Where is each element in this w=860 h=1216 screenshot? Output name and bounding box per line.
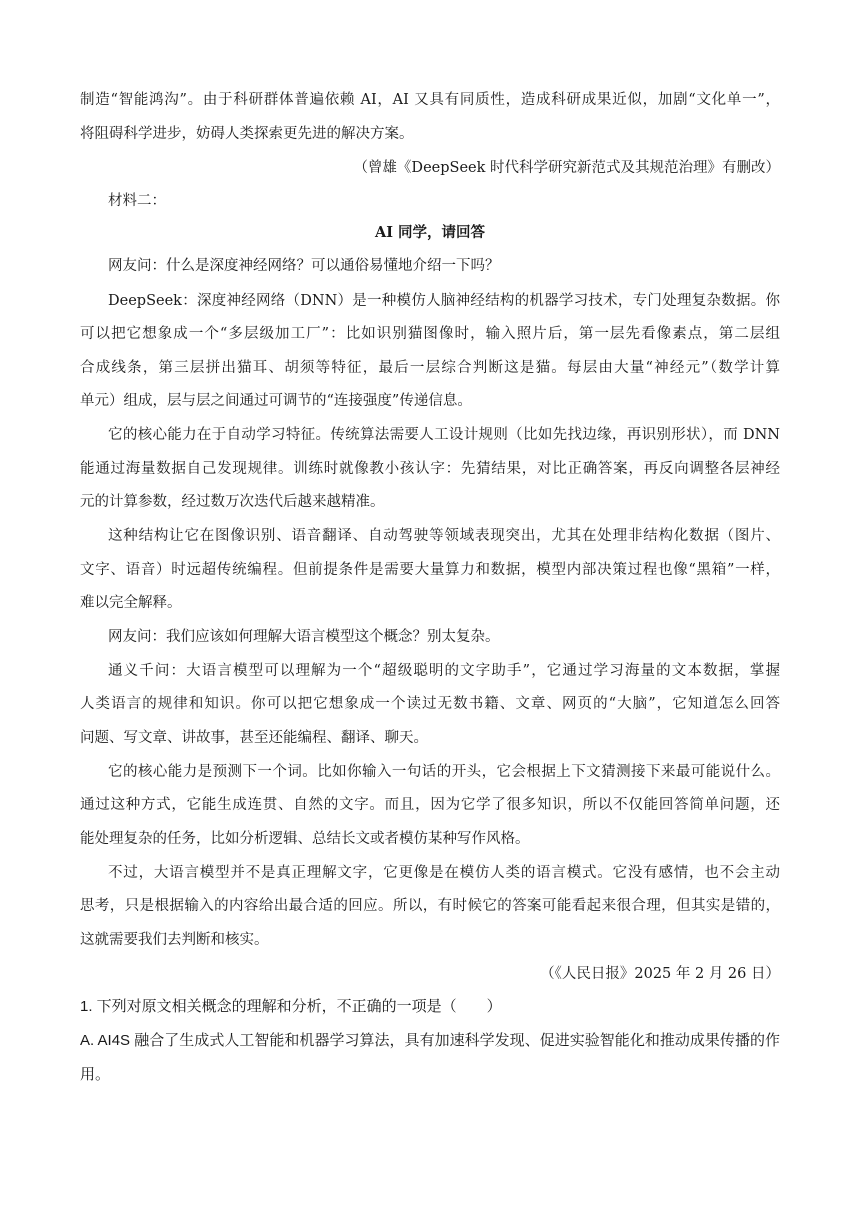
text-line: 元的计算参数，经过数万次迭代后越来越精准。 (80, 494, 385, 510)
question-text: 网友问：什么是深度神经网络？可以通俗易懂地介绍一下吗？ (108, 258, 500, 274)
text-line: 文字、语音）时远超传统编程。但前提条件是需要大量算力和数据，模型内部决策过程也像“黑箱”一样， (80, 562, 780, 578)
text-line: 通义千问：大语言模型可以理解为一个“超级聪明的文字助手”，它通过学习海量的文本数据，掌握 (108, 663, 780, 679)
text-line: 这就需要我们去判断和核实。 (80, 932, 269, 948)
text-line: 思考，只是根据输入的内容给出最合适的回应。所以，有时候它的答案可能看起来很合理，但其实是错的， (80, 898, 780, 914)
option-a: 用。 (80, 1066, 111, 1083)
question-text: 网友问：我们应该如何理解大语言模型这个概念？别太复杂。 (108, 629, 500, 645)
text-line: 通过这种方式，它能生成连贯、自然的文字。而且，因为它学了很多知识，所以不仅能回答简单问题，还 (80, 797, 780, 813)
text-line: 单元）组成，层与层之间通过可调节的“连接强度”传递信息。 (80, 393, 472, 409)
question-stem: 1. 下列对原文相关概念的理解和分析，不正确的一项是（ ） (80, 998, 502, 1015)
text-line: 它的核心能力在于自动学习特征。传统算法需要人工设计规则（比如先找边缘，再识别形状），而 DNN (108, 427, 780, 443)
source-citation: （曾雄《DeepSeek 时代科学研究新范式及其规范治理》有删改） (353, 160, 780, 176)
text-line: 这种结构让它在图像识别、语音翻译、自动驾驶等领域表现突出，尤其在处理非结构化数据（图片、 (108, 528, 780, 544)
text-line: 能通过海量数据自己发现规律。训练时就像教小孩认字：先猜结果，对比正确答案，再反向调整各层神经 (80, 461, 780, 477)
text-line: 合成线条，第三层拼出猫耳、胡须等特征，最后一层综合判断这是猫。每层由大量“神经元”（数学计算 (80, 360, 780, 376)
text-line: DeepSeek：深度神经网络（DNN）是一种模仿人脑神经结构的机器学习技术，专门处理复杂数据。你 (108, 293, 780, 309)
text-line: 不过，大语言模型并不是真正理解文字，它更像是在模仿人类的语言模式。它没有感情，也不会主动 (108, 865, 780, 881)
text-line: 制造“智能鸿沟”。由于科研群体普遍依赖 AI，AI 又具有同质性，造成科研成果近似，加剧“文化单一”， (80, 92, 780, 108)
text-line: 人类语言的规律和知识。你可以把它想象成一个读过无数书籍、文章、网页的“大脑”，它知道怎么回答 (80, 696, 780, 712)
article-title: AI 同学，请回答 (374, 224, 486, 241)
text-line: 将阻碍科学进步，妨碍人类探索更先进的解决方案。 (80, 126, 414, 142)
text-line: 可以把它想象成一个“多层级加工厂”：比如识别猫图像时，输入照片后，第一层先看像素点，第二层组 (80, 326, 780, 342)
text-line: 能处理复杂的任务，比如分析逻辑、总结长文或者模仿某种写作风格。 (80, 831, 530, 847)
text-line: 难以完全解释。 (80, 595, 182, 611)
text-line: 它的核心能力是预测下一个词。比如你输入一句话的开头，它会根据上下文猜测接下来最可能说什么。 (108, 764, 780, 780)
option-a: A. AI4S 融合了生成式人工智能和机器学习算法，具有加速科学发现、促进实验智能化和推动成果传播的作 (80, 1032, 780, 1049)
source-citation: （《人民日报》2025 年 2 月 26 日） (540, 966, 780, 982)
section-label: 材料二： (108, 193, 166, 209)
text-line: 问题、写文章、讲故事，甚至还能编程、翻译、聊天。 (80, 730, 428, 746)
